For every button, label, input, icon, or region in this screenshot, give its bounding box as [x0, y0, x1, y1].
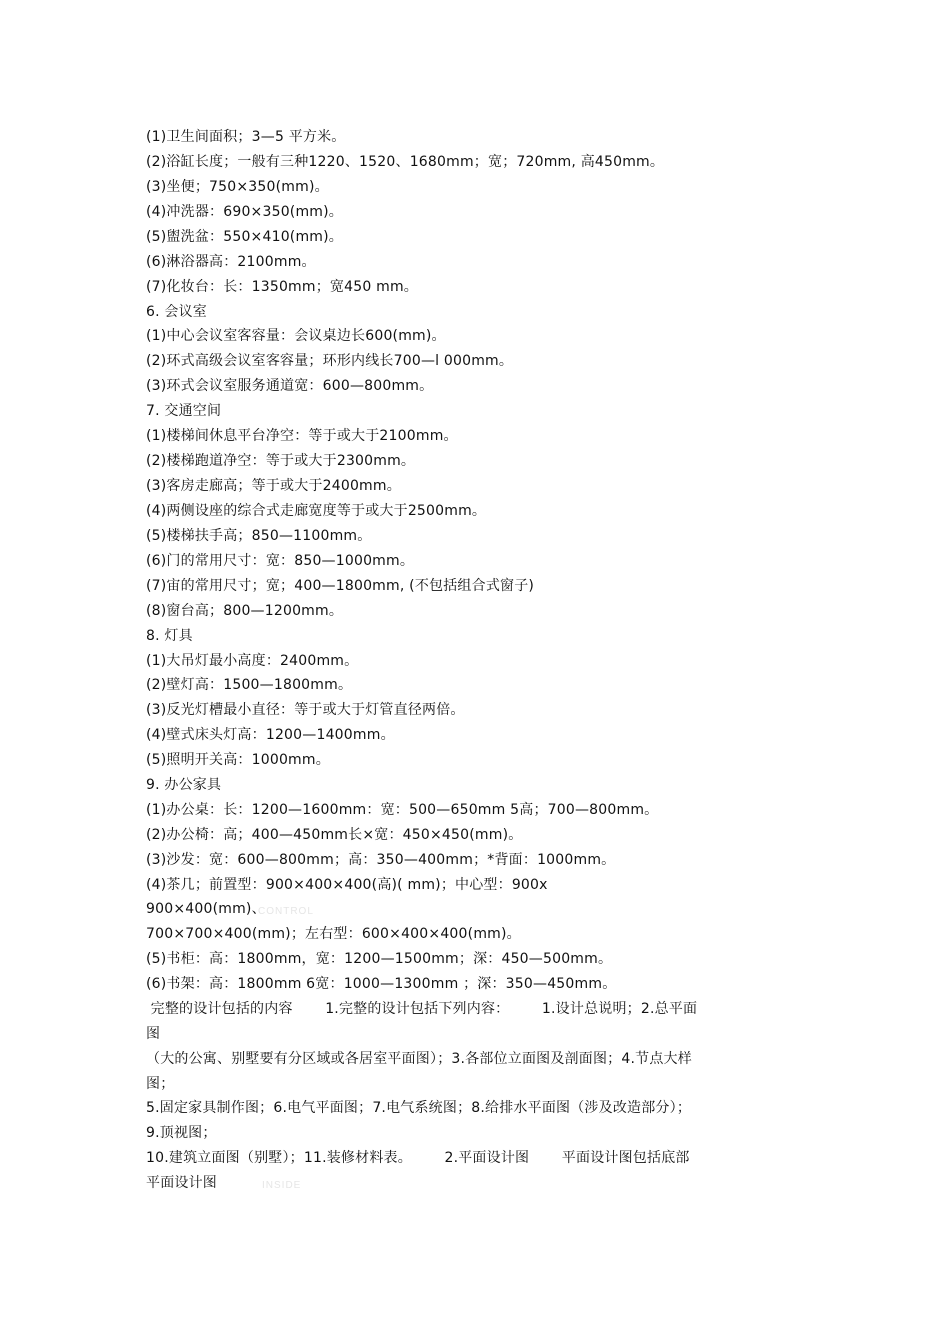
text-line: (2)环式高级会议室客容量；环形内线长700—l 000mm。: [146, 353, 514, 369]
section-heading: 6. 会议室: [146, 304, 208, 320]
text-line: (3)反光灯槽最小直径：等于或大于灯管直径两倍。: [146, 702, 465, 718]
text-line: (5)盥洗盆：550×410(mm)。: [146, 229, 344, 245]
text-line: (1)大吊灯最小高度：2400mm。: [146, 653, 359, 669]
text-line: (2)楼梯跑道净空：等于或大于2300mm。: [146, 453, 416, 469]
watermark: CONTROL: [258, 906, 314, 917]
watermark: INSIDE: [262, 1180, 302, 1191]
text-line: (6)淋浴器高：2100mm。: [146, 254, 316, 270]
text-line: (5)楼梯扶手高；850—1100mm。: [146, 528, 372, 544]
text-line: (7)宙的常用尺寸；宽；400—1800mm, (不包括组合式窗子): [146, 578, 535, 594]
text-line: (5)照明开关高：1000mm。: [146, 752, 330, 768]
text-line: (1)卫生间面积；3—5 平方米。: [146, 129, 346, 145]
text-line: 5.固定家具制作图；6.电气平面图；7.电气系统图；8.给排水平面图（涉及改造部分）；: [146, 1100, 692, 1116]
text-line: (1)办公桌：长：1200—1600mm：宽：500—650mm 5高；700—800mm。: [146, 802, 659, 818]
text-line: 900×400(mm)、: [146, 901, 266, 917]
text-line: (1)中心会议室客容量：会议桌边长600(mm)。: [146, 328, 446, 344]
text-line: (2)办公椅：高；400—450mm长×宽：450×450(mm)。: [146, 827, 523, 843]
text-line: 完整的设计包括的内容 1.完整的设计包括下列内容： 1.设计总说明；2.总平面: [146, 1001, 698, 1017]
section-heading: 9. 办公家具: [146, 777, 222, 793]
text-line: (2)浴缸长度；一般有三种1220、1520、1680mm；宽；720mm, 高450mm。: [146, 154, 665, 170]
text-line: 10.建筑立面图（别墅）；11.装修材料表。 2.平面设计图 平面设计图包括底部: [146, 1150, 690, 1166]
text-line: (7)化妆台：长：1350mm；宽450 mm。: [146, 279, 418, 295]
text-line: (3)环式会议室服务通道宽：600—800mm。: [146, 378, 434, 394]
text-line: 图；: [146, 1076, 175, 1092]
text-line: (3)客房走廊高；等于或大于2400mm。: [146, 478, 401, 494]
text-line: 平面设计图: [146, 1175, 217, 1191]
text-line: (4)茶几；前置型：900×400×400(高)( mm)；中心型：900x: [146, 877, 548, 893]
text-line: 700×700×400(mm)；左右型：600×400×400(mm)。: [146, 926, 521, 942]
text-line: (1)楼梯间休息平台净空：等于或大于2100mm。: [146, 428, 458, 444]
text-line: (3)坐便；750×350(mm)。: [146, 179, 329, 195]
text-line: (6)书架：高：1800mm 6宽：1000—1300mm ；深：350—450mm。: [146, 976, 617, 992]
text-line: (5)书柜：高：1800mm，宽：1200—1500mm；深：450—500mm。: [146, 951, 613, 967]
text-line: (4)两侧设座的综合式走廊宽度等于或大于2500mm。: [146, 503, 487, 519]
section-heading: 7. 交通空间: [146, 403, 222, 419]
text-line: (2)壁灯高：1500—1800mm。: [146, 677, 353, 693]
section-heading: 8. 灯具: [146, 628, 193, 644]
text-line: 图: [146, 1026, 161, 1042]
text-line: （大的公寓、别墅要有分区域或各居室平面图）；3.各部位立面图及剖面图；4.节点大样: [146, 1051, 692, 1067]
text-line: 9.顶视图；: [146, 1125, 217, 1141]
text-line: (3)沙发：宽：600—800mm；高：350—400mm；*背面：1000mm。: [146, 852, 616, 868]
text-line: (6)门的常用尺寸：宽：850—1000mm。: [146, 553, 415, 569]
text-line: (4)壁式床头灯高：1200—1400mm。: [146, 727, 395, 743]
text-line: (4)冲洗器：690×350(mm)。: [146, 204, 344, 220]
text-line: (8)窗台高；800—1200mm。: [146, 603, 344, 619]
